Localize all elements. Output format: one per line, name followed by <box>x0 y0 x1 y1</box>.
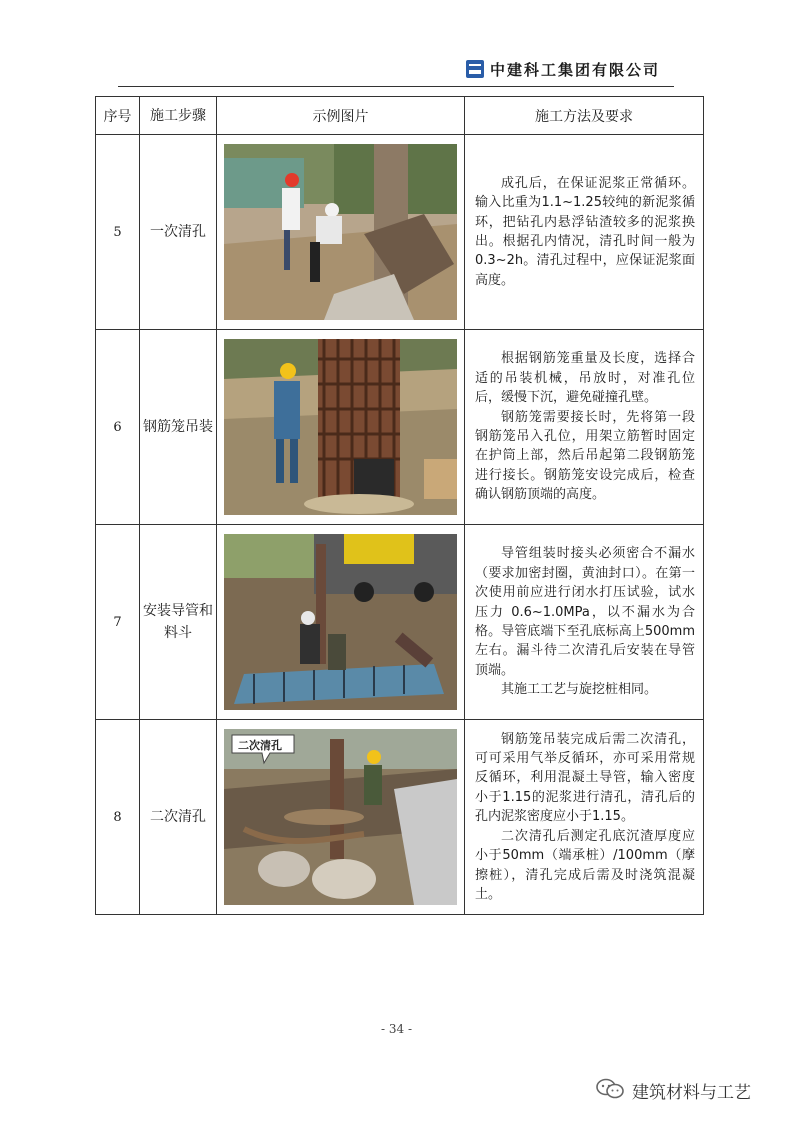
header-image: 示例图片 <box>217 97 465 135</box>
photo-second-cleaning <box>224 729 457 905</box>
row-step: 安装导管和料斗 <box>140 525 217 720</box>
row-requirements <box>465 525 704 720</box>
header-rule <box>118 86 674 87</box>
row-requirements <box>465 330 704 525</box>
row-number: 7 <box>96 525 140 720</box>
watermark <box>596 1076 776 1102</box>
header-requirements: 施工方法及要求 <box>465 97 704 135</box>
row-step: 一次清孔 <box>140 135 217 330</box>
watermark-text: 建筑材料与工艺 <box>632 1083 751 1103</box>
row-number: 8 <box>96 720 140 915</box>
company-name: 中建科工集团有限公司 <box>490 61 661 79</box>
row-photo-cell <box>217 330 465 525</box>
requirement-paragraph: 钢筋笼吊装完成后需二次清孔，可可采用气举反循环，亦可采用常规反循环，利用混凝土导管，输入密度小于1.15的泥浆进行清孔，清孔后的孔内泥浆密度应小于1.15。 <box>475 731 695 825</box>
wechat-icon <box>596 1078 624 1100</box>
requirement-paragraph: 二次清孔后测定孔底沉渣厚度应小于50mm（端承桩）/100mm（摩擦桩），清孔完成后需及时浇筑混凝土。 <box>475 828 695 902</box>
row-photo-cell <box>217 720 465 915</box>
requirement-paragraph: 导管组装时接头必须密合不漏水（要求加密封圈，黄油封口）。在第一次使用前应进行闭水打压试验，试水压力 0.6~1.0MPa，以不漏水为合格。导管底端下至孔底标高上500mm左右。漏斗待二次清孔后安装在导管顶端。 <box>475 546 695 678</box>
table-row <box>96 720 704 915</box>
header-no: 序号 <box>96 97 140 135</box>
photo-callout-label: 二次清孔 <box>238 739 282 752</box>
photo-first-cleaning <box>224 144 457 320</box>
requirement-paragraph: 根据钢筋笼重量及长度，选择合适的吊装机械，吊放时，对准孔位后，缓慢下沉，避免碰撞孔壁。 <box>475 351 695 406</box>
row-number: 6 <box>96 330 140 525</box>
row-photo-cell <box>217 135 465 330</box>
photo-cage-lifting <box>224 339 457 515</box>
table-row <box>96 330 704 525</box>
row-requirements <box>465 720 704 915</box>
row-step: 二次清孔 <box>140 720 217 915</box>
company-logo-icon <box>466 60 484 78</box>
page-number: - 34 - <box>380 1022 412 1036</box>
construction-steps-table <box>95 96 704 915</box>
row-step: 钢筋笼吊装 <box>140 330 217 525</box>
photo-tremie-install <box>224 534 457 710</box>
row-photo-cell <box>217 525 465 720</box>
requirement-paragraph: 成孔后，在保证泥浆正常循环。输入比重为1.1~1.25较纯的新泥浆循环，把钻孔内悬浮钻渣较多的泥浆换出。根据孔内情况，清孔时间一般为0.3~2h。清孔过程中，应保证泥浆面高度。 <box>475 175 695 288</box>
row-requirements <box>465 135 704 330</box>
row-number: 5 <box>96 135 140 330</box>
table-row <box>96 135 704 330</box>
header-step: 施工步骤 <box>140 97 217 135</box>
requirement-paragraph: 其施工工艺与旋挖桩相同。 <box>501 682 658 698</box>
table-header-row <box>96 97 704 135</box>
page-header <box>118 54 674 88</box>
requirement-paragraph: 钢筋笼需要接长时，先将第一段钢筋笼吊入孔位，用架立筋暂时固定在护筒上部，然后吊起第二段钢筋笼进行接长。钢筋笼安设完成后，检查确认钢筋顶端的高度。 <box>475 409 695 503</box>
table-row <box>96 525 704 720</box>
